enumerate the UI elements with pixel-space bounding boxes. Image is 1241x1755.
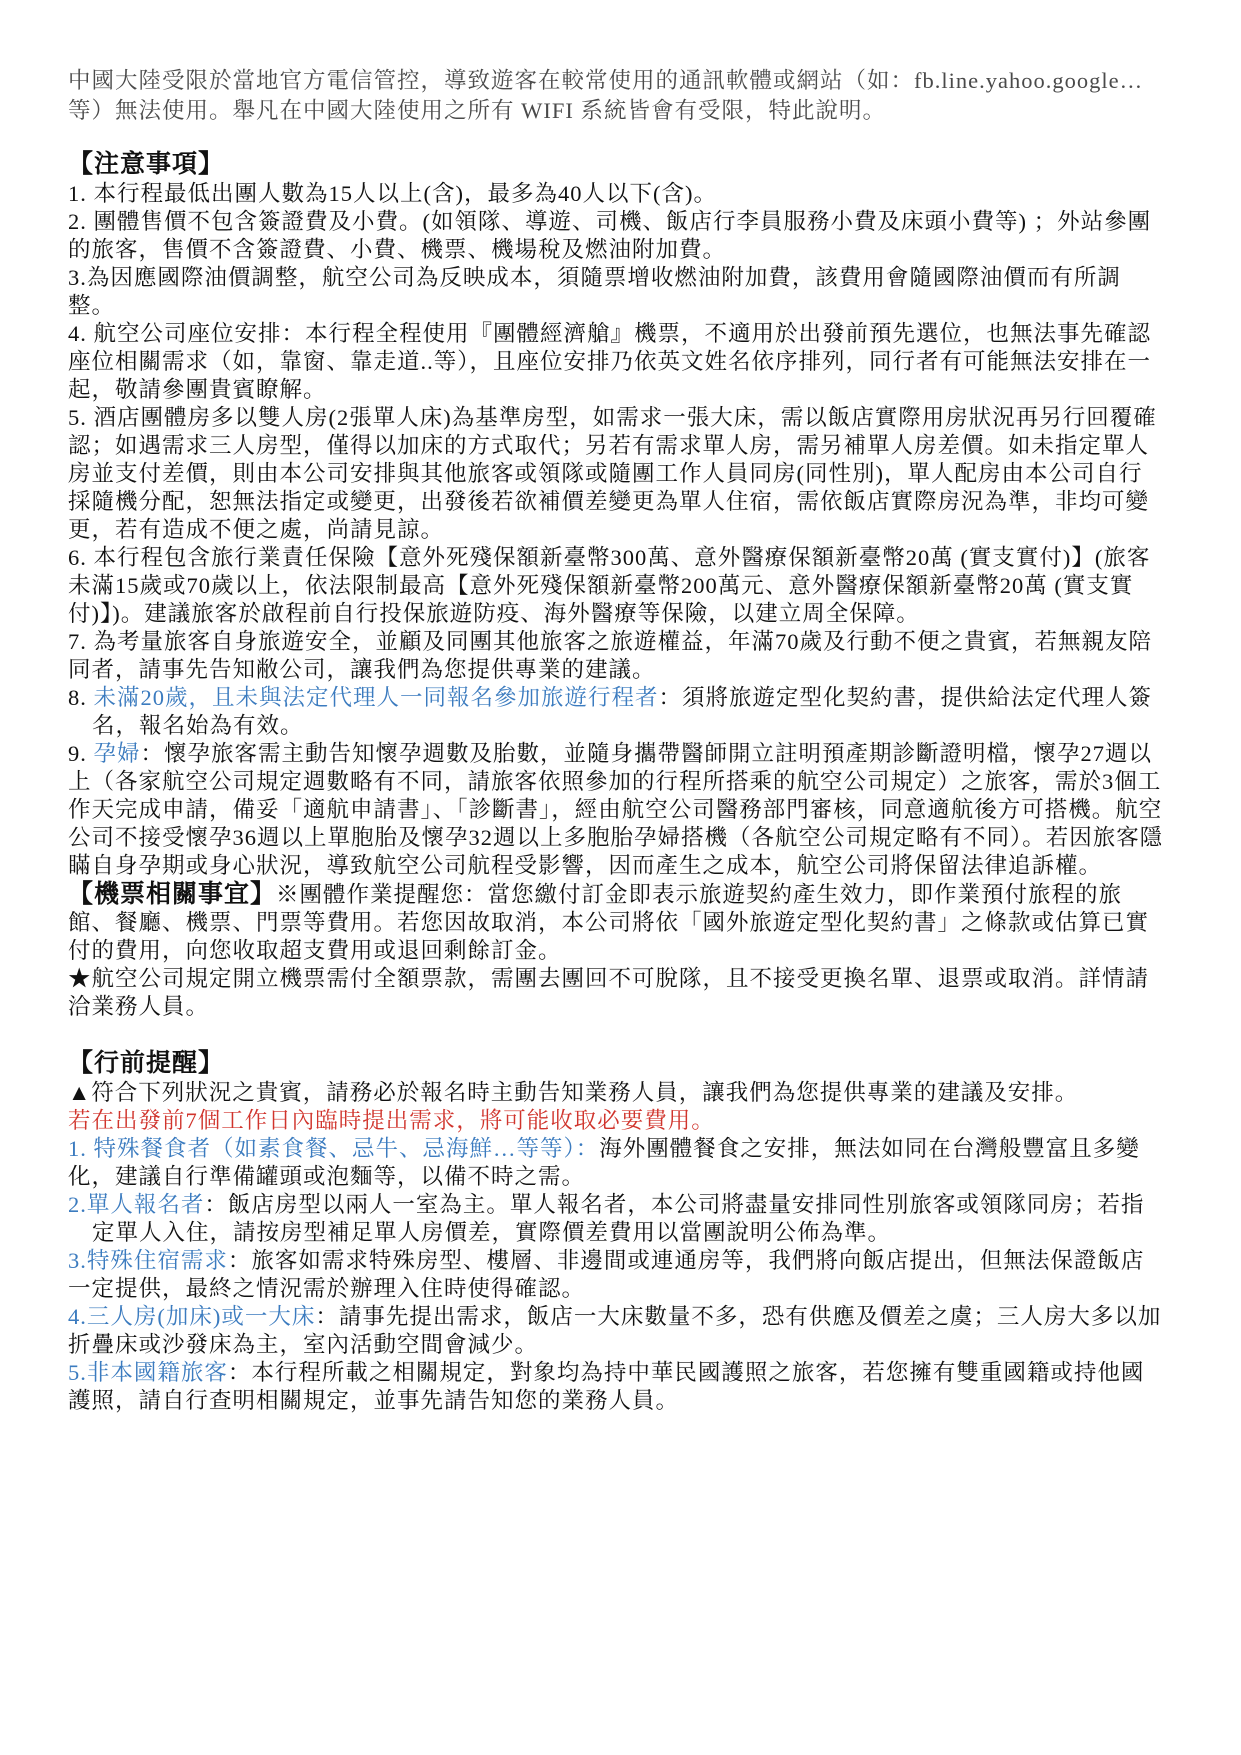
highlight-text: 5.非本國籍旅客 (68, 1360, 228, 1385)
spacer (68, 1021, 1165, 1047)
reminder-intro: ▲符合下列狀況之貴賓，請務必於報名時主動告知業務人員，讓我們為您提供專業的建議及安排。 (68, 1080, 1079, 1105)
highlight-text: 未滿20歲，且未與法定代理人一同報名參加旅遊行程者 (93, 685, 659, 710)
notes-item: 1. 本行程最低出團人數為15人以上(含)，最多為40人以下(含)。 (68, 181, 717, 206)
reminder-item (68, 1191, 1165, 1247)
reminder-item (68, 1359, 1165, 1415)
reminder-item (68, 1303, 1165, 1359)
item-text: 海外團體餐食之安排，無法如同在台灣般豐富且多變化，建議自行準備罐頭或泡麵等，以備不時之需。 (68, 1136, 1140, 1189)
highlight-text: 4.三人房(加床)或一大床 (68, 1304, 316, 1329)
reminder-heading: 【行前提醒】 (68, 1048, 225, 1077)
notes-section (68, 148, 1165, 880)
highlight-text: 2.單人報名者 (68, 1192, 205, 1217)
ticket-paragraph (68, 880, 1165, 965)
ticket-text: ※團體作業提醒您：當您繳付訂金即表示旅遊契約產生效力，即作業預付旅程的旅館、餐廳、機票、門票等費用。若您因故取消，本公司將依「國外旅遊定型化契約書」之條款或估算已實付的費用，向您收取超支費用或退回剩餘訂金。 (68, 882, 1150, 963)
item-text: ：本行程所載之相關規定，對象均為持中華民國護照之旅客，若您擁有雙重國籍或持他國護照，請自行查明相關規定，並事先請告知您的業務人員。 (68, 1360, 1145, 1413)
item-text: ：須將旅遊定型化契約書，提供給法定代理人簽名，報名始為有效。 (92, 685, 1153, 738)
notes-item: 6. 本行程包含旅行業責任保險【意外死殘保額新臺幣300萬、意外醫療保額新臺幣20萬 (實支實付)】(旅客未滿15歲或70歲以上，依法限制最高【意外死殘保額新臺幣200萬元、意外醫療保額新臺幣20萬 (實支實付)】)。建議旅客於啟程前自行投保旅遊防疫、海外醫療等保險，以建立周全保障。 (68, 545, 1151, 626)
ticket-heading: 【機票相關事宜】 (68, 879, 277, 908)
item-text: ：請事先提出需求，飯店一大床數量不多，恐有供應及價差之虞；三人房大多以加折疊床或沙發床為主，室內活動空間會減少。 (68, 1304, 1162, 1357)
notes-item: 7. 為考量旅客自身旅遊安全，並顧及同團其他旅客之旅遊權益，年滿70歲及行動不便之貴賓，若無親友陪同者，請事先告知敝公司，讓我們為您提供專業的建議。 (68, 629, 1153, 682)
highlight-text: 孕婦 (93, 741, 141, 766)
notes-item: 2. 團體售價不包含簽證費及小費。(如領隊、導遊、司機、飯店行李員服務小費及床頭小費等) ；外站參團的旅客，售價不含簽證費、小費、機票、機場稅及燃油附加費。 (68, 209, 1152, 262)
highlight-text: 3.特殊住宿需求 (68, 1248, 228, 1273)
highlight-text: 1. 特殊餐食者（如素食餐、忌牛、忌海鮮…等等）： (68, 1136, 600, 1161)
item-text: ：飯店房型以兩人一室為主。單人報名者，本公司將盡量安排同性別旅客或領隊同房；若指定單人入住，請按房型補足單人房價差，實際價差費用以當團說明公佈為準。 (92, 1192, 1145, 1245)
notes-item (68, 684, 1165, 740)
ticket-notice: ★航空公司規定開立機票需付全額票款，需團去團回不可脫隊，且不接受更換名單、退票或取消。詳情請洽業務人員。 (68, 966, 1150, 1019)
ticket-section (68, 880, 1165, 1021)
intro-paragraph: 中國大陸受限於當地官方電信管控，導致遊客在較常使用的通訊軟體或網站（如：fb.line.yahoo.google…等）無法使用。舉凡在中國大陸使用之所有 WIFI 系統皆會有受限，特此說明。 (68, 68, 1144, 123)
reminder-section (68, 1047, 1165, 1415)
notes-item: 3.為因應國際油價調整，航空公司為反映成本，須隨票增收燃油附加費，該費用會隨國際油價而有所調整。 (68, 265, 1121, 318)
notes-heading: 【注意事項】 (68, 149, 225, 178)
reminder-item (68, 1135, 1165, 1191)
item-number: 9. (68, 741, 94, 766)
notes-item (68, 740, 1165, 880)
item-number: 8. (68, 685, 94, 710)
reminder-item (68, 1247, 1165, 1303)
item-text: ：旅客如需求特殊房型、樓層、非邊間或連通房等，我們將向飯店提出，但無法保證飯店一定提供，最終之情況需於辦理入住時使得確認。 (68, 1248, 1145, 1301)
reminder-warning: 若在出發前7個工作日內臨時提出需求，將可能收取必要費用。 (68, 1108, 715, 1133)
item-text: ：懷孕旅客需主動告知懷孕週數及胎數，並隨身攜帶醫師開立註明預產期診斷證明檔，懷孕27週以上（各家航空公司規定週數略有不同，請旅客依照參加的行程所搭乘的航空公司規定）之旅客，需於3個工作天完成申請，備妥「適航申請書」、「診斷書」，經由航空公司醫務部門審核，同意適航後方可搭機。航空公司不接受懷孕36週以上單胞胎及懷孕32週以上多胞胎孕婦搭機（各航空公司規定略有不同）。若因旅客隱瞞自身孕期或身心狀況，導致航空公司航程受影響，因而產生之成本，航空公司將保留法律追訴權。 (68, 741, 1164, 878)
notes-item: 5. 酒店團體房多以雙人房(2張單人床)為基準房型，如需求一張大床，需以飯店實際用房狀況再另行回覆確認；如遇需求三人房型，僅得以加床的方式取代；另若有需求單人房，需另補單人房差價。如未指定單人房並支付差價，則由本公司安排與其他旅客或領隊或隨團工作人員同房(同性別)，單人配房由本公司自行採隨機分配，恕無法指定或變更，出發後若欲補價差變更為單人住宿，需依飯店實際房況為準，非均可變更，若有造成不便之處，尚請見諒。 (68, 405, 1157, 542)
notes-item: 4. 航空公司座位安排：本行程全程使用『團體經濟艙』機票，不適用於出發前預先選位，也無法事先確認座位相關需求（如，靠窗、靠走道..等），且座位安排乃依英文姓名依序排列，同行者有可能無法安排在一起，敬請參團貴賓瞭解。 (68, 321, 1152, 402)
